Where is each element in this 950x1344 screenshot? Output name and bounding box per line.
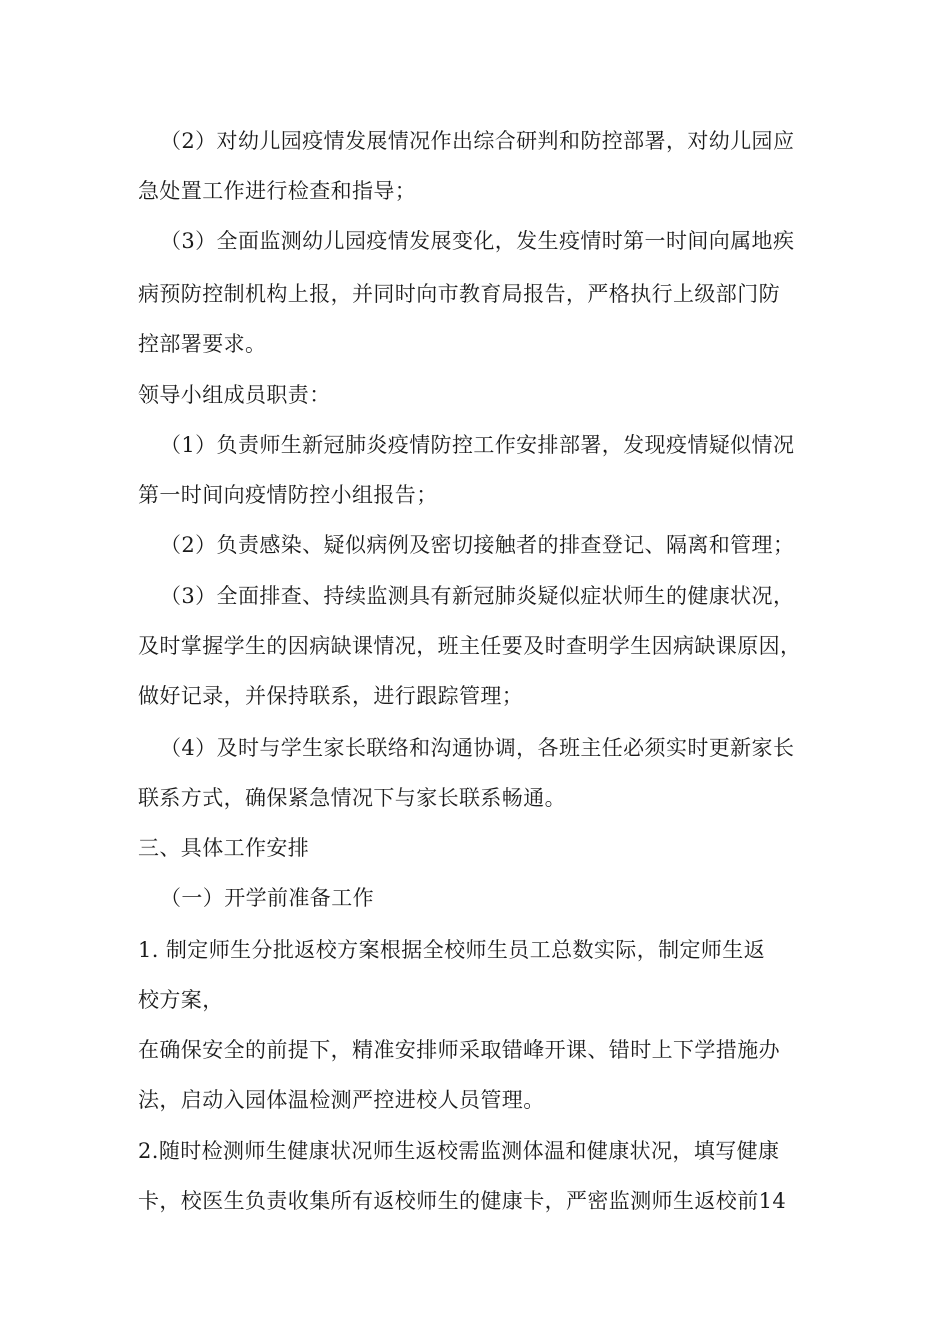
paragraph-line: （1）负责师生新冠肺炎疫情防控工作安排部署，发现疫情疑似情况 (160, 433, 795, 457)
section-heading: 领导小组成员职责： (138, 383, 331, 407)
paragraph-line: 控部署要求。 (138, 332, 267, 356)
paragraph-line: （2）负责感染、疑似病例及密切接触者的排查登记、隔离和管理； (160, 533, 795, 557)
paragraph-line: 第一时间向疫情防控小组报告； (138, 483, 438, 507)
paragraph-line: 联系方式，确保紧急情况下与家长联系畅通。 (138, 786, 566, 810)
paragraph-line: 2.随时检测师生健康状况师生返校需监测体温和健康状况，填写健康 (138, 1139, 780, 1163)
paragraph-line: 法，启动入园体温检测严控进校人员管理。 (138, 1088, 545, 1112)
paragraph-line: （2）对幼儿园疫情发展情况作出综合研判和防控部署，对幼儿园应 (160, 129, 795, 153)
paragraph-line: 急处置工作进行检查和指导； (138, 179, 417, 203)
paragraph-line: 1. 制定师生分批返校方案根据全校师生员工总数实际，制定师生返 (138, 938, 766, 962)
paragraph-line: （3）全面监测幼儿园疫情发展变化，发生疫情时第一时间向属地疾 (160, 229, 795, 253)
paragraph-line: 病预防控制机构上报，并同时向市教育局报告，严格执行上级部门防 (138, 282, 780, 306)
paragraph-line: 做好记录，并保持联系，进行跟踪管理； (138, 684, 524, 708)
subsection-heading: （一）开学前准备工作 (160, 886, 374, 910)
paragraph-line: 及时掌握学生的因病缺课情况，班主任要及时查明学生因病缺课原因， (138, 634, 802, 658)
paragraph-line: （4）及时与学生家长联络和沟通协调，各班主任必须实时更新家长 (160, 736, 795, 760)
paragraph-line: 在确保安全的前提下，精准安排师采取错峰开课、错时上下学措施办 (138, 1038, 780, 1062)
paragraph-line: 校方案， (138, 988, 224, 1012)
paragraph-line: 卡，校医生负责收集所有返校师生的健康卡，严密监测师生返校前14 (138, 1189, 787, 1213)
section-heading: 三、具体工作安排 (138, 836, 310, 860)
paragraph-line: （3）全面排查、持续监测具有新冠肺炎疑似症状师生的健康状况， (160, 584, 795, 608)
